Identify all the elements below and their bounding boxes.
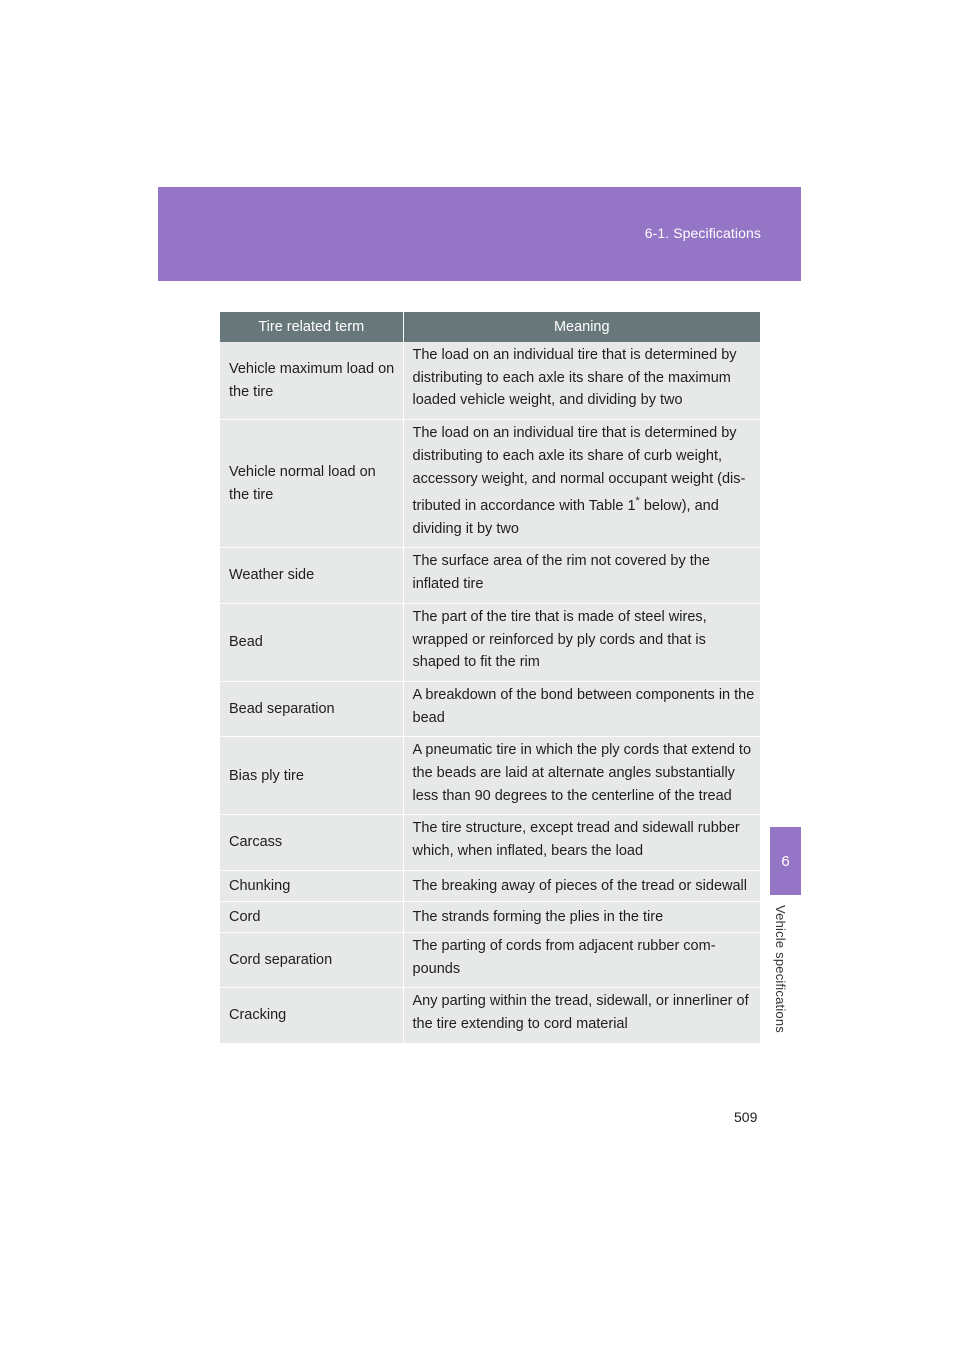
term-cell: Cord: [220, 901, 403, 932]
meaning-cell: Any parting within the tread, sidewall, or innerliner of the tire extending to cord material: [403, 988, 760, 1043]
chapter-tab: [770, 827, 801, 895]
table-row: [220, 988, 760, 1043]
meaning-text: The load on an individual tire that is determined by distributing to each axle its share of curb weight, accessory weight, and normal occupant weight (dis- tributed in accordance with Table 1: [412, 425, 746, 515]
meaning-cell: The tire structure, except tread and sidewall rubber which, when inflated, bears the load: [403, 815, 760, 870]
table-row: [220, 342, 760, 420]
term-cell: Weather side: [220, 548, 403, 603]
meaning-cell: The breaking away of pieces of the tread or sidewall: [403, 870, 760, 901]
column-header-meaning: Meaning: [403, 312, 760, 342]
section-title: 6-1. Specifications: [644, 225, 761, 241]
meaning-cell: The load on an individual tire that is determined by distributing to each axle its share of the maximum loaded vehicle weight, and dividing by two: [403, 342, 760, 420]
term-cell: Cracking: [220, 988, 403, 1043]
table-row: [220, 420, 760, 548]
meaning-text: below), and dividing it by two: [412, 498, 719, 537]
meaning-cell: [403, 420, 760, 548]
table-row: [220, 737, 760, 815]
meaning-cell: The strands forming the plies in the tire: [403, 901, 760, 932]
chapter-label: Vehicle specifications: [773, 905, 788, 1033]
meaning-cell: The surface area of the rim not covered by the inflated tire: [403, 548, 760, 603]
table-row: [220, 815, 760, 870]
meaning-cell: The parting of cords from adjacent rubber com- pounds: [403, 932, 760, 987]
term-cell: Bead: [220, 603, 403, 681]
table-row: [220, 932, 760, 987]
meaning-cell: A pneumatic tire in which the ply cords that extend to the beads are laid at alternate angles substantially less than 90 degrees to the centerline of the tread: [403, 737, 760, 815]
chapter-number: 6: [781, 852, 790, 870]
term-cell: Bead separation: [220, 681, 403, 736]
table-row: [220, 603, 760, 681]
term-cell: Vehicle maximum load on the tire: [220, 342, 403, 420]
section-header-band: [158, 187, 801, 281]
term-cell: Carcass: [220, 815, 403, 870]
column-header-term: Tire related term: [220, 312, 403, 342]
page-number: 509: [734, 1109, 758, 1125]
table-row: [220, 870, 760, 901]
table-row: [220, 681, 760, 736]
footnote-marker: *: [635, 495, 640, 508]
term-cell: Vehicle normal load on the tire: [220, 420, 403, 548]
table-row: [220, 901, 760, 932]
meaning-cell: A breakdown of the bond between components in the bead: [403, 681, 760, 736]
meaning-cell: The part of the tire that is made of steel wires, wrapped or reinforced by ply cords and that is shaped to fit the rim: [403, 603, 760, 681]
table-header-row: [220, 312, 760, 342]
term-cell: Cord separation: [220, 932, 403, 987]
tire-terms-table: [220, 312, 760, 1044]
term-cell: Bias ply tire: [220, 737, 403, 815]
term-cell: Chunking: [220, 870, 403, 901]
table-row: [220, 548, 760, 603]
